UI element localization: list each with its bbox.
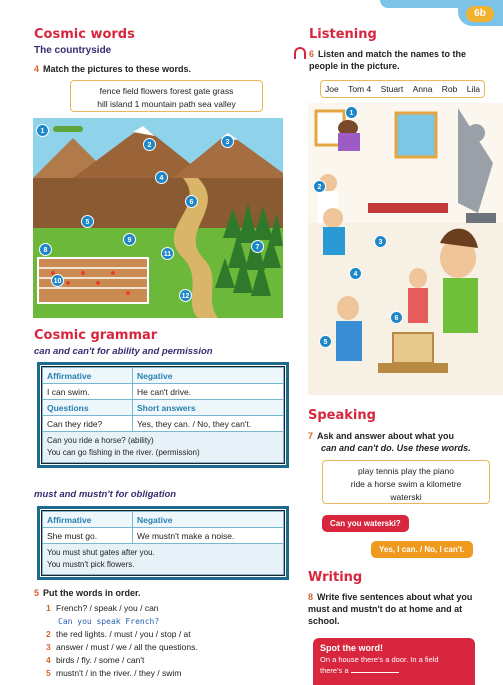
list-item: 5 mustn't / in the river. / they / swim	[46, 668, 182, 678]
name-joe: Joe	[325, 84, 339, 94]
cosmic-words-subtitle: The countryside	[34, 45, 112, 56]
exercise-5-text: Put the words in order.	[43, 588, 141, 598]
table-header: Affirmative	[43, 512, 133, 528]
headphones-icon	[294, 47, 306, 59]
name-tom: Tom 4	[348, 84, 372, 94]
must-table	[42, 511, 284, 544]
speaking-title: Speaking	[308, 408, 376, 423]
speaking-word-box	[322, 460, 490, 504]
grammar-subtitle-must: must and mustn't for obligation	[34, 489, 177, 500]
museum-illustration	[308, 103, 503, 395]
table-cell: I can swim.	[43, 384, 133, 400]
list-item: 1 French? / speak / you / can	[46, 603, 159, 613]
exercise-8-text: Write five sentences about what you must and mustn't do at home and at school.	[308, 592, 473, 626]
spot-title: Spot the word!	[320, 643, 383, 653]
table-cell: Yes, they can. / No, they can't.	[133, 416, 284, 432]
names-box	[320, 80, 485, 98]
table-cell: He can't drive.	[133, 384, 284, 400]
grammar-examples	[42, 544, 284, 575]
spot-text-2: there's a	[320, 666, 468, 675]
example-line: You can go fishing in the river. (permission)	[47, 448, 200, 457]
cosmic-words-title: Cosmic words	[34, 27, 135, 42]
picture-badge: 12	[179, 289, 192, 302]
spot-text-1: On a house there's a door. In a field	[320, 655, 439, 664]
table-header: Negative	[133, 368, 284, 384]
countryside-scene	[33, 118, 283, 318]
picture-badge: 9	[123, 233, 136, 246]
exercise-4-instruction	[34, 64, 191, 74]
name-anna: Anna	[412, 84, 433, 94]
answer-blank[interactable]	[351, 672, 399, 673]
exercise-7-instruction	[308, 430, 493, 454]
person-badge: 6	[390, 311, 403, 324]
exercise-5-number: 5	[34, 588, 40, 598]
picture-badge: 4	[155, 171, 168, 184]
list-item-answer: Can you speak French?	[58, 617, 160, 626]
listening-title: Listening	[309, 27, 377, 42]
word-line: fence field flowers forest gate grass	[99, 86, 234, 96]
name-lila: Lila	[466, 84, 480, 94]
exercise-8-number: 8	[308, 592, 314, 602]
grammar-examples	[42, 432, 284, 463]
exercise-8-instruction	[308, 591, 476, 627]
picture-badge: 8	[39, 243, 52, 256]
exercise-5-instruction	[34, 588, 141, 598]
museum-scene	[308, 103, 503, 395]
table-header: Short answers	[133, 400, 284, 416]
person-badge: 4	[349, 267, 362, 280]
exercise-4-number: 4	[34, 64, 40, 74]
can-table	[42, 367, 284, 432]
list-item: 2 the red lights. / must / you / stop / at	[46, 629, 191, 639]
table-header: Negative	[133, 512, 284, 528]
exercise-6-number: 6	[309, 49, 315, 59]
picture-badge: 7	[251, 240, 264, 253]
picture-badge: 2	[143, 138, 156, 151]
exercise-7-text-1: Ask and answer about what you	[317, 431, 455, 441]
word-line: play tennis play the piano	[358, 466, 454, 476]
exercise-6-text: Listen and match the names to the people in the picture.	[309, 49, 467, 71]
cosmic-grammar-title: Cosmic grammar	[34, 328, 158, 343]
person-badge: 2	[313, 180, 326, 193]
list-item: 4 birds / fly. / some / can't	[46, 655, 145, 665]
table-header: Affirmative	[43, 368, 133, 384]
picture-badge: 3	[221, 135, 234, 148]
exercise-7-number: 7	[308, 431, 314, 441]
word-box-countryside	[70, 80, 263, 112]
grammar-table-can	[41, 366, 285, 464]
list-item: 3 answer / must / we / all the questions.	[46, 642, 198, 652]
word-line: ride a horse swim a kilometre	[350, 479, 462, 489]
exercise-6-instruction	[309, 48, 484, 72]
writing-title: Writing	[308, 570, 363, 585]
grammar-subtitle-can: can and can't for ability and permission	[34, 346, 213, 357]
speech-bubble-answer: Yes, I can. / No, I can't.	[371, 541, 473, 558]
table-cell: She must go.	[43, 528, 133, 544]
page-number: 6b	[466, 6, 494, 22]
name-stuart: Stuart	[380, 84, 404, 94]
example-line: Can you ride a horse? (ability)	[47, 436, 154, 445]
grammar-table-must	[41, 510, 285, 576]
person-badge: 3	[374, 235, 387, 248]
speech-bubble-question: Can you waterski?	[322, 515, 409, 532]
picture-badge: 6	[185, 195, 198, 208]
word-line: waterski	[390, 492, 422, 502]
exercise-7-text-2: can and can't do. Use these words.	[321, 443, 471, 453]
person-badge: 1	[345, 106, 358, 119]
word-line: hill island 1 mountain path sea valley	[97, 99, 236, 109]
exercise-4-text: Match the pictures to these words.	[43, 64, 192, 74]
table-cell: Can they ride?	[43, 416, 133, 432]
spot-the-word-box	[313, 638, 475, 685]
countryside-illustration	[33, 118, 283, 318]
example-line: You mustn't pick flowers.	[47, 560, 135, 569]
name-rob: Rob	[441, 84, 458, 94]
table-header: Questions	[43, 400, 133, 416]
top-wave	[380, 0, 470, 8]
table-cell: We mustn't make a noise.	[133, 528, 284, 544]
picture-badge: 5	[81, 215, 94, 228]
picture-badge: 1	[36, 124, 49, 137]
picture-badge: 10	[51, 274, 64, 287]
example-line: You must shut gates after you.	[47, 548, 155, 557]
picture-badge: 11	[161, 247, 174, 260]
person-badge: 5	[319, 335, 332, 348]
exercise-5-list	[46, 602, 286, 685]
